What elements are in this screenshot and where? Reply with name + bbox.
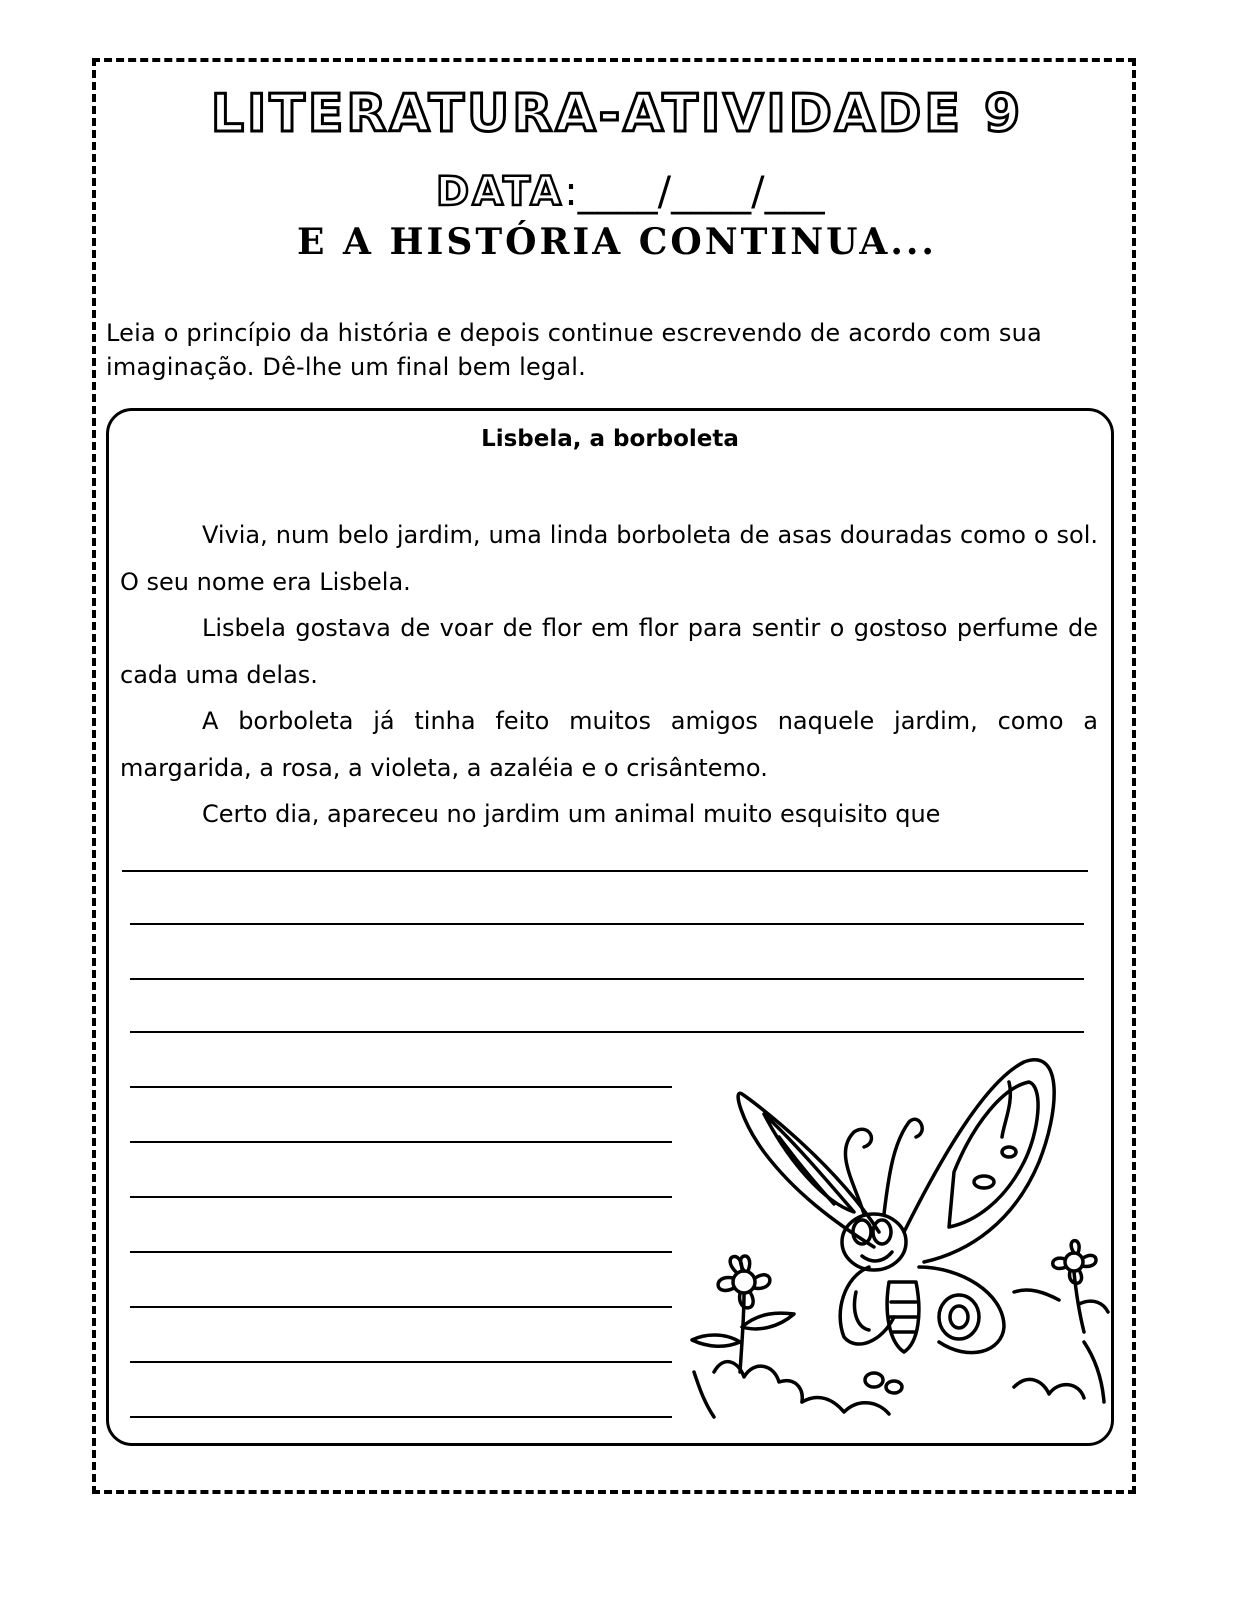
writing-line[interactable] bbox=[130, 1361, 672, 1363]
writing-line[interactable] bbox=[130, 1086, 672, 1088]
writing-line[interactable] bbox=[130, 1306, 672, 1308]
writing-line[interactable] bbox=[130, 923, 1084, 925]
page-title: E A HISTÓRIA CONTINUA... bbox=[297, 221, 937, 263]
writing-line[interactable] bbox=[130, 1416, 672, 1418]
activity-heading: LITERATURA-ATIVIDADE 9 bbox=[210, 84, 1024, 144]
date-row bbox=[436, 166, 825, 216]
writing-line[interactable] bbox=[130, 1031, 1084, 1033]
writing-line[interactable] bbox=[122, 870, 1088, 872]
story-paragraph: Certo dia, apareceu no jardim um animal muito esquisito que bbox=[202, 800, 941, 828]
writing-line[interactable] bbox=[130, 1196, 672, 1198]
story-paragraph: Lisbela gostava de voar de flor em flor para sentir o gostoso perfume de cada uma delas. bbox=[120, 614, 1098, 689]
story-text bbox=[120, 512, 1098, 838]
date-label: DATA bbox=[436, 169, 565, 215]
writing-line[interactable] bbox=[130, 978, 1084, 980]
date-blanks[interactable]: :____/____/___ bbox=[564, 169, 825, 215]
story-title: Lisbela, a borboleta bbox=[481, 426, 739, 452]
butterfly-with-flowers-illustration bbox=[684, 1042, 1110, 1428]
instructions-text: Leia o princípio da história e depois continue escrevendo de acordo com sua imaginação. Dê-lhe um final bem legal. bbox=[106, 319, 1042, 381]
butterfly-wing-upper-left bbox=[738, 1093, 879, 1247]
writing-line[interactable] bbox=[130, 1251, 672, 1253]
story-paragraph: Vivia, num belo jardim, uma linda borboleta de asas douradas como o sol. O seu nome era Lisbela. bbox=[120, 521, 1098, 596]
writing-line[interactable] bbox=[130, 1141, 672, 1143]
story-paragraph: A borboleta já tinha feito muitos amigos naquele jardim, como a margarida, a rosa, a violeta, a azaléia e o crisântemo. bbox=[120, 707, 1098, 782]
